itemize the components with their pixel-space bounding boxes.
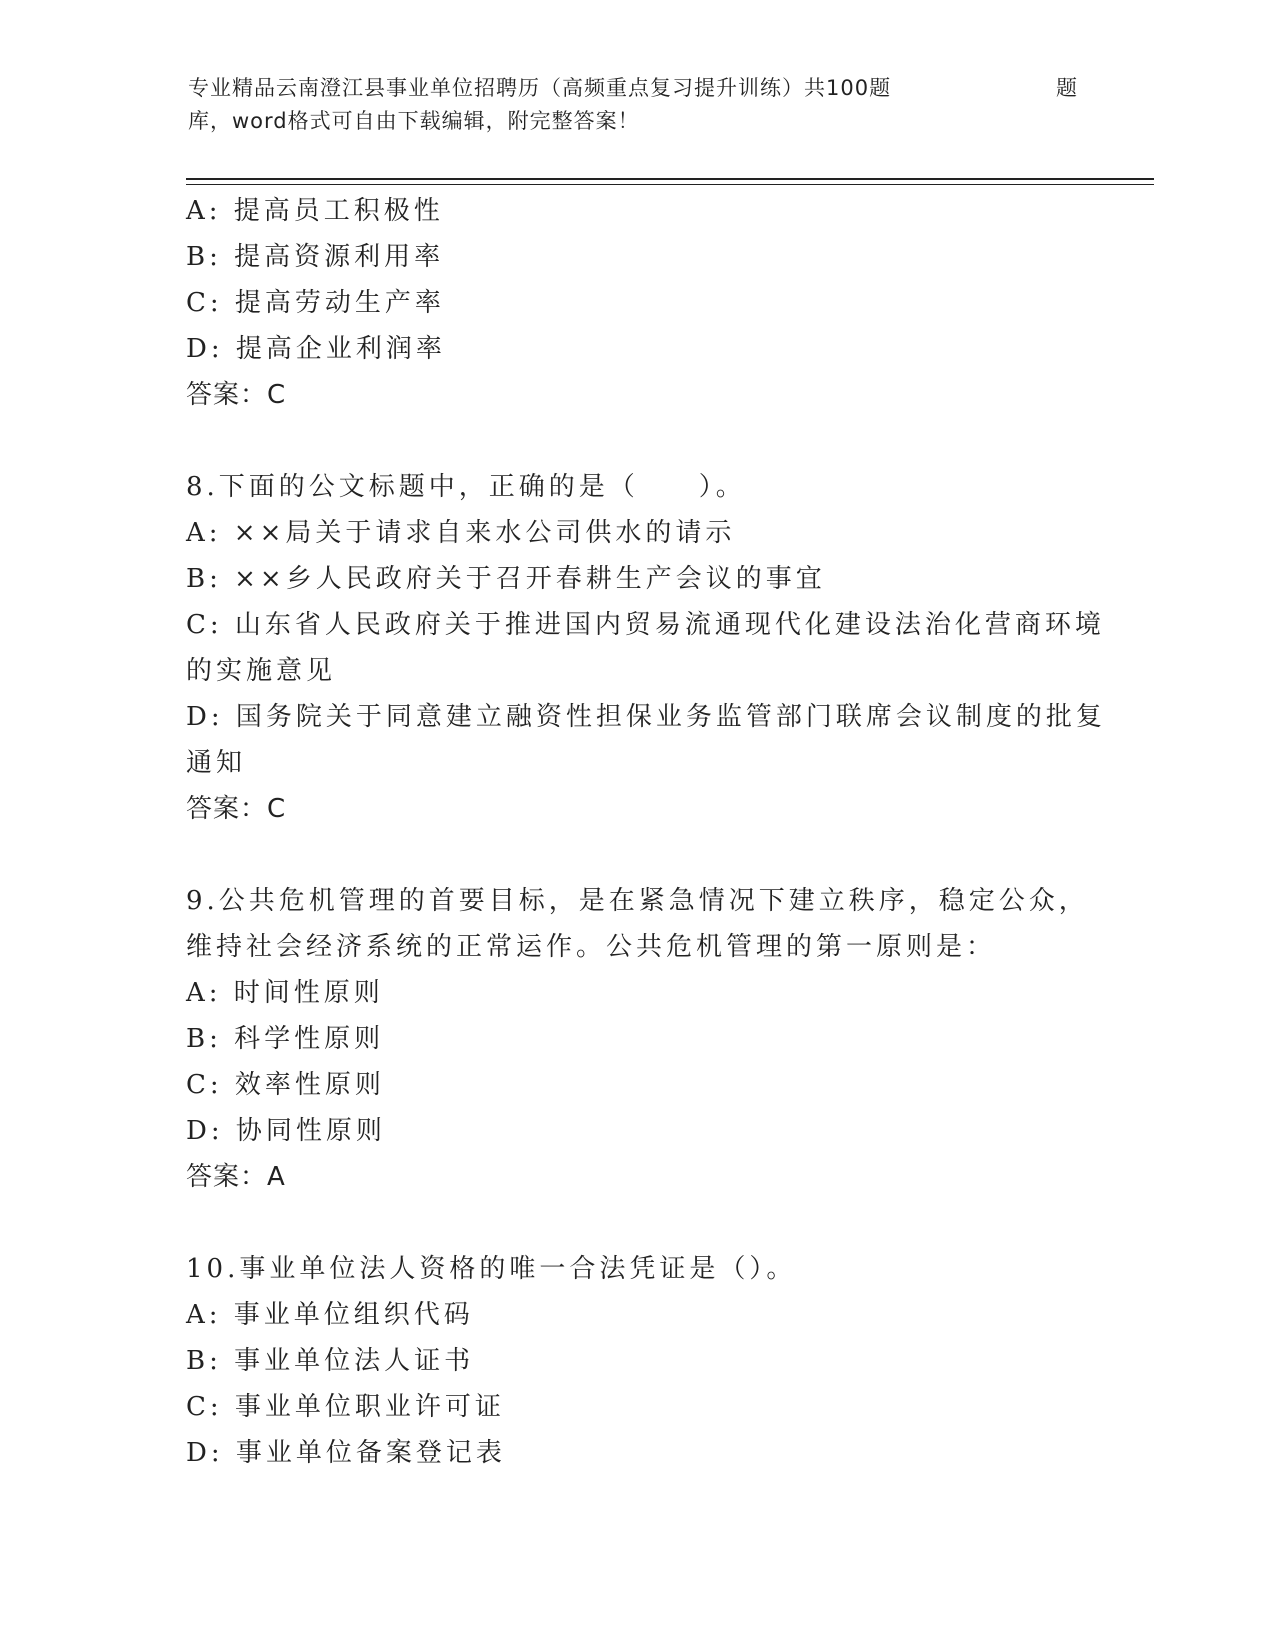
spacer: [186, 1200, 1086, 1246]
header-rule-thick: [186, 178, 1154, 180]
option-b: B: 事业单位法人证书: [186, 1346, 475, 1376]
option-d: D: 国务院关于同意建立融资性担保业务监管部门联席会议制度的批复: [186, 702, 1106, 732]
question-7: [186, 188, 1086, 418]
option-c: C: 山东省人民政府关于推进国内贸易流通现代化建设法治化营商环境: [186, 610, 1105, 640]
option-c: C: 提高劳动生产率: [186, 288, 445, 318]
header-title: 专业精品云南澄江县事业单位招聘历（高频重点复习提升训练）共100题: [188, 76, 892, 100]
option-d-continued: 通知: [186, 748, 247, 778]
option-a: A: 时间性原则: [186, 978, 384, 1008]
question-text: 9.公共危机管理的首要目标，是在紧急情况下建立秩序，稳定公众，: [186, 886, 1089, 916]
header-line-1: [188, 72, 1088, 105]
question-text: 8.下面的公文标题中，正确的是（ ）。: [186, 472, 746, 502]
header-rule-thin: [186, 184, 1154, 185]
option-a: A: 事业单位组织代码: [186, 1300, 474, 1330]
option-a: A: 提高员工积极性: [186, 196, 444, 226]
option-a: A: ××局关于请求自来水公司供水的请示: [186, 518, 736, 548]
option-c: C: 效率性原则: [186, 1070, 385, 1100]
spacer: [186, 832, 1086, 878]
option-c: C: 事业单位职业许可证: [186, 1392, 505, 1422]
option-d: D: 协同性原则: [186, 1116, 386, 1146]
question-10: [186, 1246, 1086, 1476]
header-title-tail: 题: [1056, 76, 1078, 100]
option-b: B: 提高资源利用率: [186, 242, 445, 272]
option-d: D: 提高企业利润率: [186, 334, 446, 364]
answer: 答案：A: [186, 1162, 286, 1192]
question-text: 10.事业单位法人资格的唯一合法凭证是（）。: [186, 1254, 797, 1284]
option-d: D: 事业单位备案登记表: [186, 1438, 506, 1468]
spacer: [186, 418, 1086, 464]
question-text-continued: 维持社会经济系统的正常运作。公共危机管理的第一原则是：: [186, 932, 997, 962]
question-8: [186, 464, 1106, 832]
question-9: [186, 878, 1089, 1200]
question-list: [186, 188, 1106, 1476]
answer: 答案：C: [186, 794, 287, 824]
option-b: B: 科学性原则: [186, 1024, 385, 1054]
option-b: B: ××乡人民政府关于召开春耕生产会议的事宜: [186, 564, 826, 594]
page-header: [188, 72, 1088, 138]
option-c-continued: 的实施意见: [186, 656, 337, 686]
answer: 答案：C: [186, 380, 287, 410]
header-line-2: 库，word格式可自由下载编辑，附完整答案！: [188, 109, 640, 133]
